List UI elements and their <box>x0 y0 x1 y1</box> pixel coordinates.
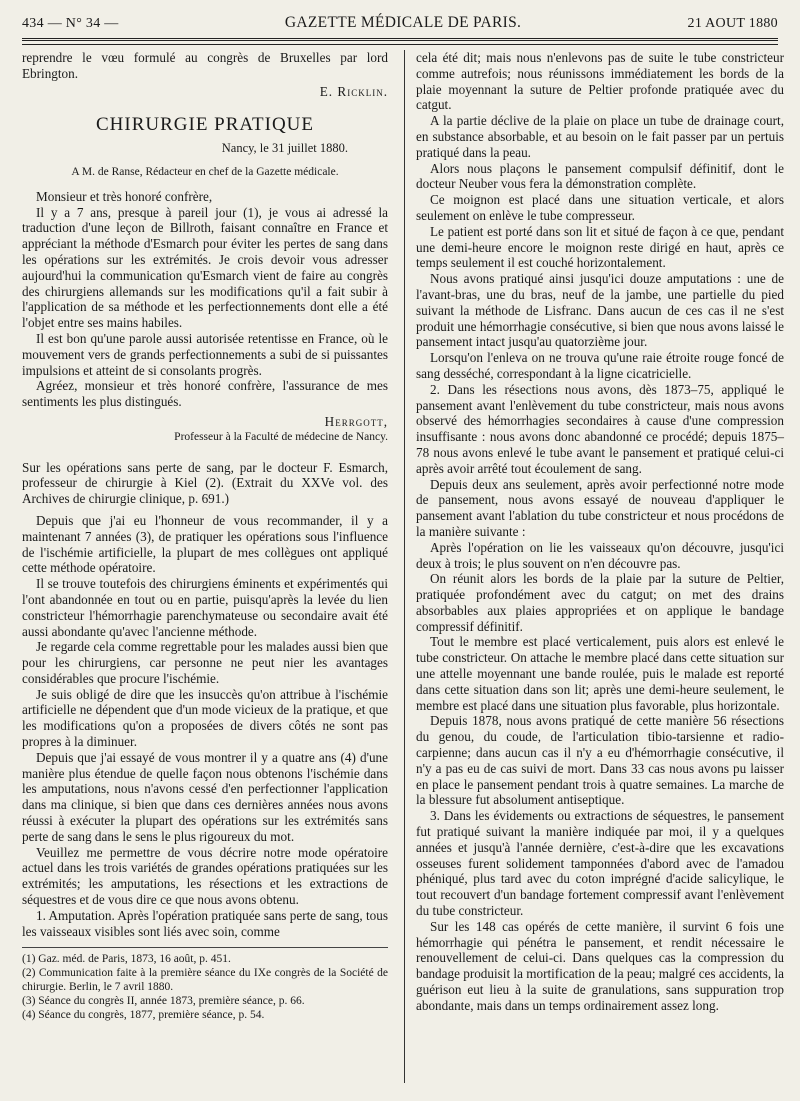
article-paragraph: Après l'opération on lie les vaisseaux qu'on découvre, jusqu'ici deux à trois; le plus souvent on n'en découvre pas. <box>416 539 784 571</box>
footnote: (2) Communication faite à la première séance du IXe congrès de la Société de chirurgie. Berlin, le 7 avril 1880. <box>22 967 388 994</box>
issue-date: 21 AOUT 1880 <box>687 16 778 31</box>
article-paragraph: Lorsqu'on l'enleva on ne trouva qu'une raie étroite rouge foncé de sang desséché, correspondant à la ligne cicatricielle. <box>416 350 784 381</box>
article-paragraph: Tout le membre est placé verticalement, puis alors est enlevé le tube constricteur. On attache le membre placé dans cette situation sur une attelle moyennant une bande roulée, puis le malade est reporté dans cette situation dans son lit; après une demi-heure seulement, le membre est placé dans une situation plus favorable, plus horizontale. <box>416 634 784 713</box>
letter-date: Nancy, le 31 juillet 1880. <box>221 141 348 156</box>
article-paragraph: 2. Dans les résections nous avons, dès 1873–75, appliqué le pansement avant l'enlèvement du tube constricteur, mais nous avons observé des hémorrhagies secondaires à cause d'une compression insuffisante : nous avons donc abandonné ce procédé; depuis 1875–78 nous avons enlevé le tube avant le pansement et pratiqué celui-ci après avoir arrêté tout écoulement de sang. <box>416 381 784 476</box>
article-paragraph: Le patient est porté dans son lit et situé de façon à ce que, pendant une demi-heure encore le moignon reste dirigé en haut, après ce temps seulement il est couché horizontalement. <box>416 223 784 271</box>
letter-address: A M. de Ranse, Rédacteur en chef de la Gazette médicale. <box>71 165 339 178</box>
article-paragraph: Nous avons pratiqué ainsi jusqu'ici douze amputations : une de l'avant-bras, une du bras, neuf de la jambe, une partielle du pied suivant la méthode de Lisfranc. Dans aucun de ces cas il ne s'est produit une hémorrhagie consécutive, si bien que nous avons laissé le pansement intact jusqu'au quatorzième jour. <box>416 271 784 350</box>
article-paragraph: 3. Dans les évidements ou extractions de séquestres, le pansement fut pratiqué suivant la manière indiquée par moi, il y a quelques années et jusqu'à l'année dernière, c'est-à-dire que les excavations osseuses furent solidement tamponnées d'abord avec de l'amadou phéniqué, plus tard avec du coton imprégné d'acide salicylique, le tout recouvert d'un bandage fortement compressif avant l'enlèvement du tube constricteur. <box>416 808 784 919</box>
intro-signature: E. Ricklin. <box>319 83 388 99</box>
article-paragraph: Il se trouve toutefois des chirurgiens éminents et expérimentés qui l'ont abandonnée en tout ou en partie, puisqu'après la levée du lien constricteur l'hémorrhagie parenchymateuse ou secondaire avait été aussi abondante qu'avec l'ancienne méthode. <box>22 576 388 639</box>
letter-paragraph-3: Agréez, monsieur et très honoré confrère, l'assurance de mes sentiments les plus distingués. <box>22 378 388 410</box>
journal-title: GAZETTE MÉDICALE DE PARIS. <box>284 14 522 31</box>
page-number: 434 — N° 34 — <box>22 16 119 31</box>
footnote: (1) Gaz. méd. de Paris, 1873, 16 août, p. 451. <box>22 953 231 966</box>
article-paragraph: Je suis obligé de dire que les insuccès qu'on attribue à l'ischémie artificielle ne dépendent que d'un mode vicieux de la pratique, et que les modifications qu'on a proposées de divers côtés ne sont pas propres à la diminuer. <box>22 686 388 750</box>
article-paragraph: Sur les 148 cas opérés de cette manière, il survint 6 fois une hémorrhagie qui pénétra le pansement, et rendit nécessaire le renouvellement de celui-ci. Dans quelques cas la compression du bandage produisit la mortification de la peau; malgré ces accidents, la guérison eut lieu à la suite de granulations, sans suppuration trop abondante, mais dans un temps ordinairement assez long. <box>416 918 785 1013</box>
footnote: (3) Séance du congrès II, année 1873, première séance, p. 66. <box>22 995 305 1008</box>
section-title: CHIRURGIE PRATIQUE <box>95 114 315 136</box>
article-paragraph: A la partie déclive de la plaie on place un tube de drainage court, en substance absorbable, et au besoin on le fait passer par un pertuis pratiqué dans la peau. <box>416 113 784 160</box>
header-rule <box>22 38 778 45</box>
article-paragraph: On réunit alors les bords de la plaie par la suture de Peltier, pratiquée profondément avec du catgut; on met des drains absorbables aux plaies appropriées et on applique le bandage compressif définitif. <box>416 571 784 634</box>
intro-paragraph: reprendre le vœu formulé au congrès de Bruxelles par lord Ebrington. <box>22 50 388 81</box>
article-paragraph: cela été dit; mais nous n'enlevons pas de suite le tube constricteur comme autrefois; nous réunissons immédiatement les bords de la plaie moyennant la suture de Peltier profonde pratiquée avec du catgut. <box>416 50 784 113</box>
letter-salutation: Monsieur et très honoré confrère, <box>36 188 213 204</box>
footnotes <box>22 947 388 1022</box>
signer-title: Professeur à la Faculté de médecine de Nancy. <box>174 430 388 443</box>
footnote: (4) Séance du congrès, 1877, première séance, p. 54. <box>22 1009 265 1022</box>
letter-paragraph-2: Il est bon qu'une parole aussi autorisée retentisse en France, où le mouvement vers de grands perfectionnements a subi de si puissantes impulsions et atteint de si consolants progrès. <box>22 330 388 378</box>
left-column <box>22 50 388 1022</box>
article-paragraph: Veuillez me permettre de vous décrire notre mode opératoire actuel dans les trois variétés de grandes opérations pratiquées sur les extrémités; les amputations, les résections et les extractions de séquestres et de vous dire ce que nous avons obtenu. <box>22 844 388 908</box>
article-heading: Sur les opérations sans perte de sang, par le docteur F. Esmarch, professeur de chirurgie à Kiel (2). (Extrait du XXVe vol. des Archives de chirurgie clinique, p. 691.) <box>22 459 388 507</box>
article-paragraph: Alors nous plaçons le pansement compulsif définitif, dont le docteur Neuber vous fera la démonstration complète. <box>416 160 784 192</box>
article-paragraph: Je regarde cela comme regrettable pour les malades aussi bien que pour les chirurgiens, car personne ne peut nier les avantages considérables que procure l'ischémie. <box>22 639 388 686</box>
article-paragraph: Depuis 1878, nous avons pratiqué de cette manière 56 résections du genou, du coude, de l'articulation tibio-tarsienne et radio-carpienne; dans aucun cas il n'y a eu d'hémorrhagie consécutive, il n'y a pas eu de cas suivi de mort. Dans 33 cas nous avons pu laisser en place le pansement pendant trois à quatre semaines. La marche de la blessure fut absolument antiseptique. <box>416 713 784 808</box>
article-paragraph: Depuis deux ans seulement, après avoir perfectionné notre mode de pansement, nous avons essayé de nouveau d'appliquer le pansement avant l'ablation du tube constricteur et nous procédons de la manière suivante : <box>416 476 784 539</box>
page-header <box>22 14 778 36</box>
signer-name: Herrgott, <box>324 413 388 429</box>
article-paragraph: Depuis que j'ai essayé de vous montrer il y a quatre ans (4) d'une manière plus étendue de quelle façon nous obtenons l'ischémie dans les amputations, nous n'avons cessé d'en perfectionner l'application dans ma clinique, si bien que dans ces dernières années nous avons réussi à exécuter la plupart des opérations sur les extrémités sans perte de sang dans le sens le plus rigoureux du mot. <box>22 749 388 844</box>
article-paragraph: 1. Amputation. Après l'opération pratiquée sans perte de sang, tous les vaisseaux visibles sont liés avec soin, comme <box>22 907 388 939</box>
article-paragraph: Ce moignon est placé dans une situation verticale, et alors seulement on enlève le tube compresseur. <box>416 192 784 223</box>
right-column <box>416 50 784 1014</box>
letter-paragraph-1: Il y a 7 ans, presque à pareil jour (1), je vous ai adressé la traduction d'une leçon de Billroth, faisant connaître en France et appréciant la méthode d'Esmarch pour éviter les pertes de sang dans les opérations sur les extrémités. Je crois devoir vous adresser aujourd'hui la communication qu'Esmarch vient de faire au congrès des chirurgiens allemands sur les modifications qu'il a fait subir à l'application de sa méthode et les perfectionnements dont elle a été l'objet entre ses mains habiles. <box>22 204 388 331</box>
column-divider <box>404 50 405 1083</box>
article-paragraph: Depuis que j'ai eu l'honneur de vous recommander, il y a maintenant 7 années (3), de pratiquer les opérations sous l'influence de l'ischémie artificielle, la plupart de mes collègues ont appliqué cette méthode opératoire. <box>22 512 388 576</box>
